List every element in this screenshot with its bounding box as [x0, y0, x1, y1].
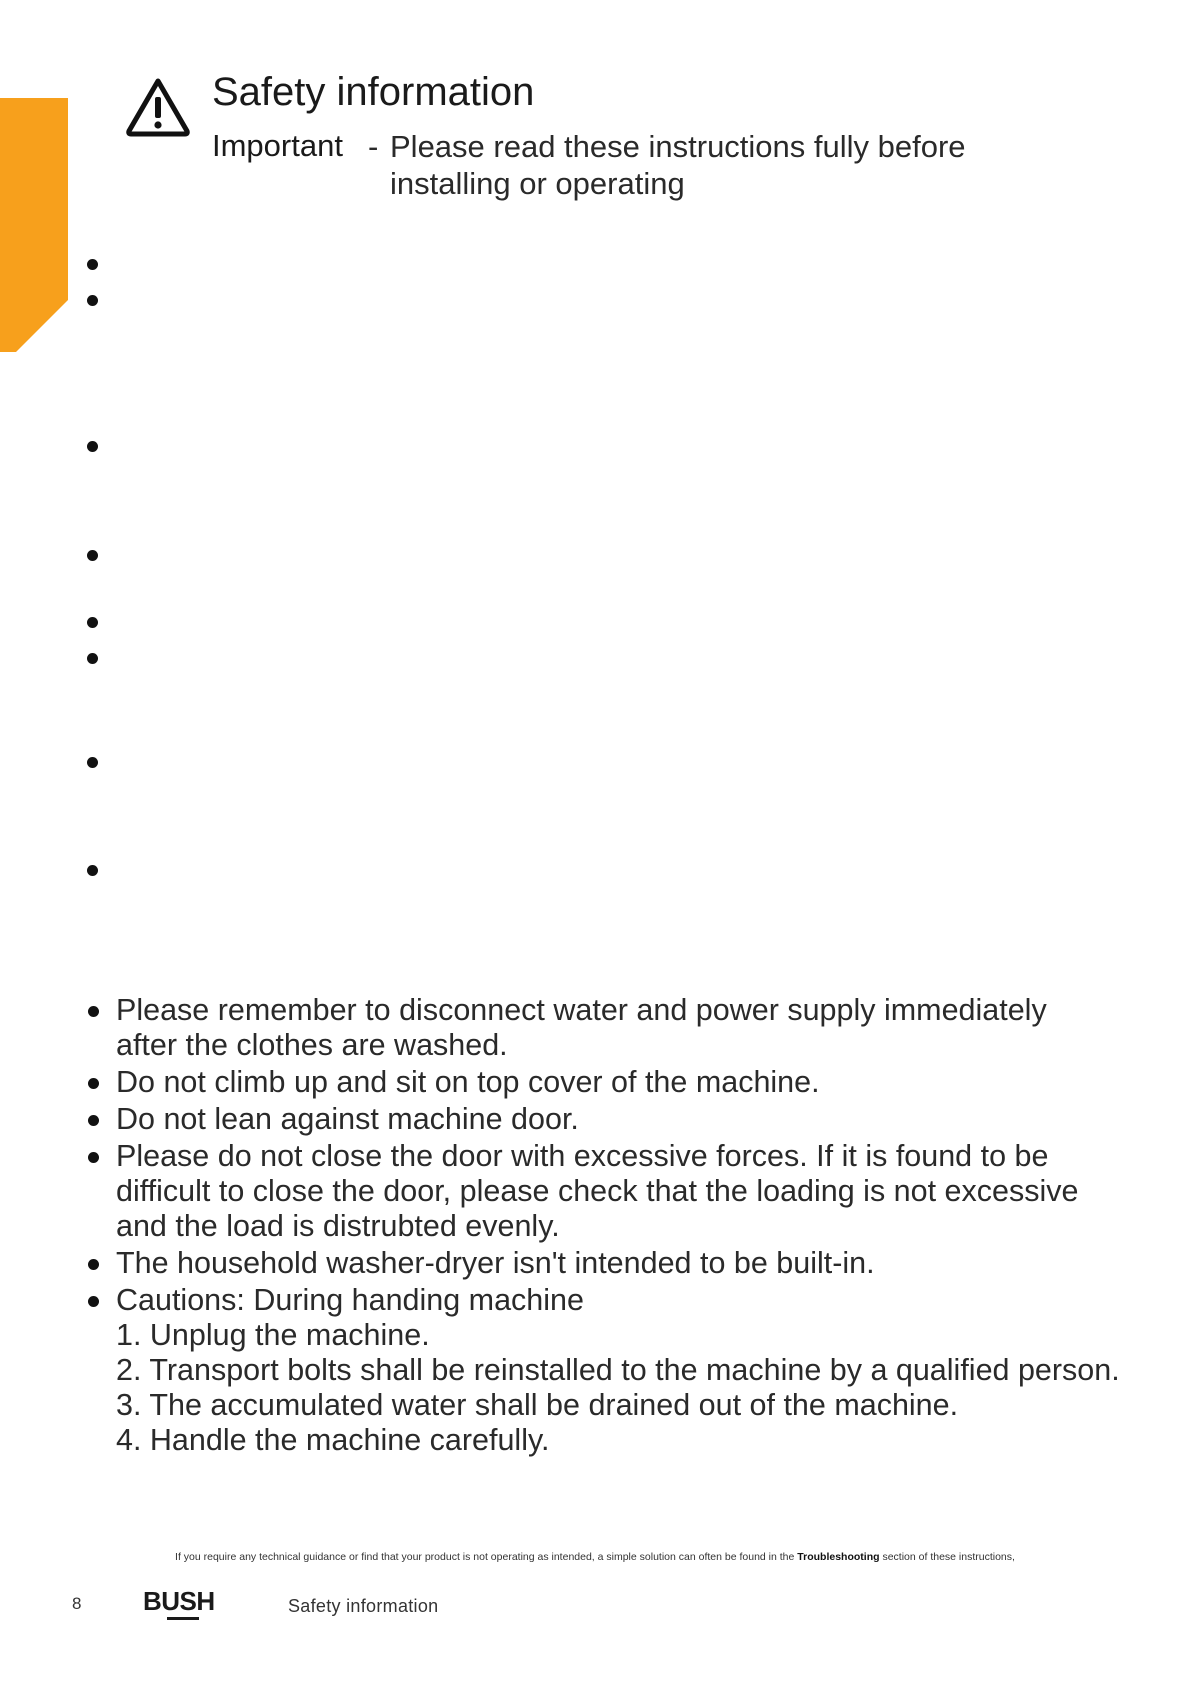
caution-step: 4. Handle the machine carefully.	[116, 1423, 550, 1457]
safety-bullet-list	[88, 993, 1168, 1460]
footnote-after: section of these instructions,	[882, 1551, 1015, 1563]
bullet-5-text: Cautions: During handing machine	[116, 1283, 584, 1317]
bullet-0-line-1: Please remember to disconnect water and power supply immediately	[116, 993, 1047, 1027]
bush-logo: BUSH	[143, 1586, 215, 1616]
logo-underline	[167, 1617, 199, 1620]
caution-step: 2. Transport bolts shall be reinstalled to the machine by a qualified person.	[116, 1353, 1120, 1387]
bullet-4-text: The household washer-dryer isn't intended to be built-in.	[116, 1246, 875, 1280]
empty-bullet	[87, 259, 98, 270]
bullet-1-text: Do not climb up and sit on top cover of the machine.	[116, 1065, 820, 1099]
empty-bullet	[87, 653, 98, 664]
bullet-3-line-2: difficult to close the door, please check that the loading is not excessive	[116, 1174, 1079, 1208]
bullet-0-line-2: after the clothes are washed.	[116, 1028, 508, 1062]
footer-section-title: Safety information	[288, 1596, 439, 1616]
bullet-3-line-3: and the load is distrubted evenly.	[116, 1209, 560, 1243]
empty-bullet	[87, 295, 98, 306]
footnote-troubleshooting: Troubleshooting	[797, 1551, 880, 1563]
empty-bullet	[87, 617, 98, 628]
list-item	[88, 993, 1168, 1063]
important-label: Important	[212, 128, 343, 163]
warning-triangle-icon	[124, 76, 192, 138]
caution-steps	[116, 1318, 1168, 1458]
list-item	[88, 1246, 1168, 1281]
empty-bullet	[87, 441, 98, 452]
note-dash: -	[368, 129, 379, 164]
list-item	[88, 1065, 1168, 1100]
list-item	[88, 1102, 1168, 1137]
list-item	[88, 1139, 1168, 1244]
read-instructions-note	[368, 128, 1048, 202]
empty-bullet	[87, 865, 98, 876]
empty-bullet	[87, 757, 98, 768]
page-number: 8	[72, 1594, 82, 1613]
orange-side-tab	[0, 0, 70, 360]
empty-bullet	[87, 550, 98, 561]
bullet-2-text: Do not lean against machine door.	[116, 1102, 579, 1136]
bullet-3-line-1: Please do not close the door with excessive forces. If it is found to be	[116, 1139, 1049, 1173]
note-line-2: installing or operating	[390, 166, 685, 201]
caution-step: 3. The accumulated water shall be drained out of the machine.	[116, 1388, 959, 1422]
caution-step: 1. Unplug the machine.	[116, 1318, 430, 1352]
list-item	[88, 1283, 1168, 1458]
troubleshooting-footnote	[0, 1551, 1190, 1563]
page-title: Safety information	[212, 70, 535, 114]
note-line-1: Please read these instructions fully before	[390, 129, 966, 164]
footnote-before: If you require any technical guidance or find that your product is not operating as intended, a simple solution can often be found in the	[175, 1551, 795, 1563]
